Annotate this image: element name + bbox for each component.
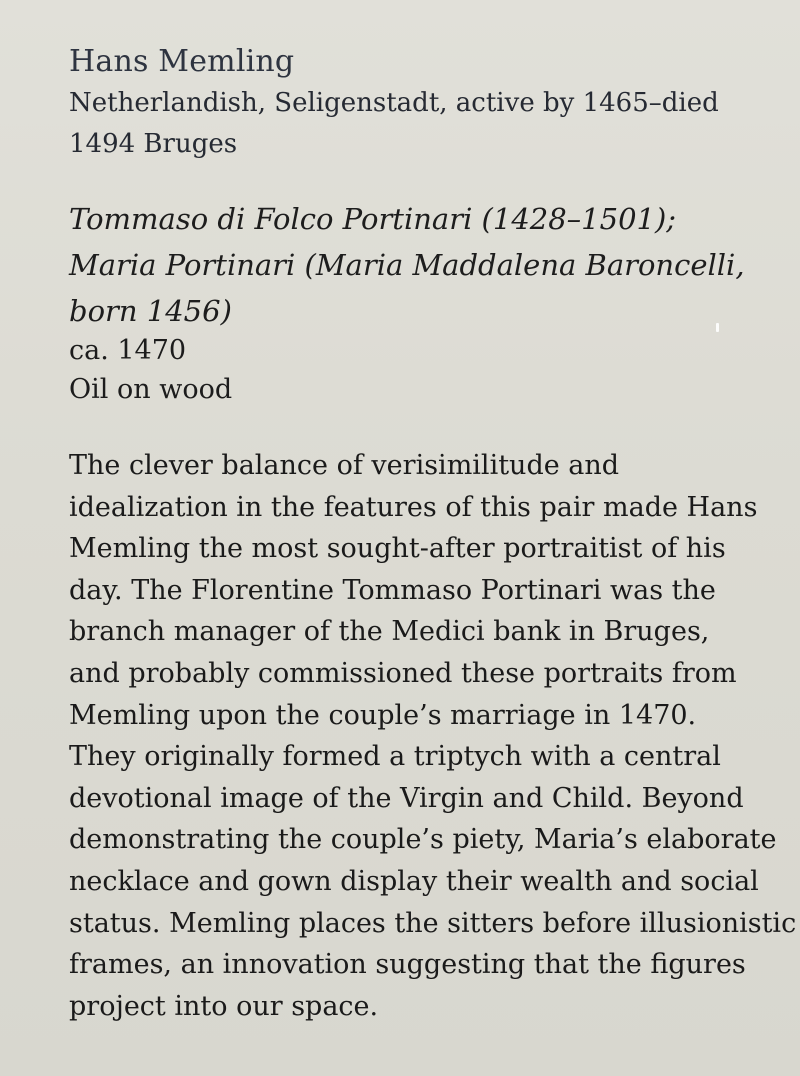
description-line: Memling the most sought-after portraitist of his: [69, 533, 726, 565]
artwork-medium: Oil on wood: [69, 374, 233, 405]
artwork-title: [69, 196, 769, 334]
description-line: Memling upon the couple’s marriage in 1470.: [69, 699, 697, 731]
description-line: demonstrating the couple’s piety, Maria’s elaborate: [69, 824, 777, 856]
description-line: devotional image of the Virgin and Child. Beyond: [69, 782, 744, 814]
description-line: idealization in the features of this pair made Hans: [69, 491, 758, 523]
light-reflection-speck: [716, 323, 719, 332]
description-line: frames, an innovation suggesting that the figures: [69, 949, 746, 981]
artist-info-line: 1494 Bruges: [69, 129, 238, 159]
artist-name: Hans Memling: [69, 44, 295, 79]
artwork-title-line: born 1456): [69, 294, 232, 328]
artwork-title-line: Maria Portinari (Maria Maddalena Baroncelli,: [69, 248, 745, 282]
description-line: and probably commissioned these portraits from: [69, 657, 737, 689]
description-line: They originally formed a triptych with a central: [69, 741, 721, 773]
description-line: The clever balance of verisimilitude and: [69, 450, 620, 481]
artist-biography: [69, 83, 749, 165]
description-line: project into our space.: [69, 990, 379, 1022]
description-line: day. The Florentine Tommaso Portinari was the: [69, 574, 716, 606]
description-line: necklace and gown display their wealth and social: [69, 865, 759, 897]
artwork-description: [69, 445, 797, 1027]
artwork-date: ca. 1470: [69, 335, 187, 366]
description-line: branch manager of the Medici bank in Bruges,: [69, 616, 710, 648]
artwork-title-line: Tommaso di Folco Portinari (1428–1501);: [69, 202, 677, 236]
artist-info-line: Netherlandish, Seligenstadt, active by 1465–died: [69, 88, 719, 118]
description-line: status. Memling places the sitters before illusionistic: [69, 907, 797, 939]
